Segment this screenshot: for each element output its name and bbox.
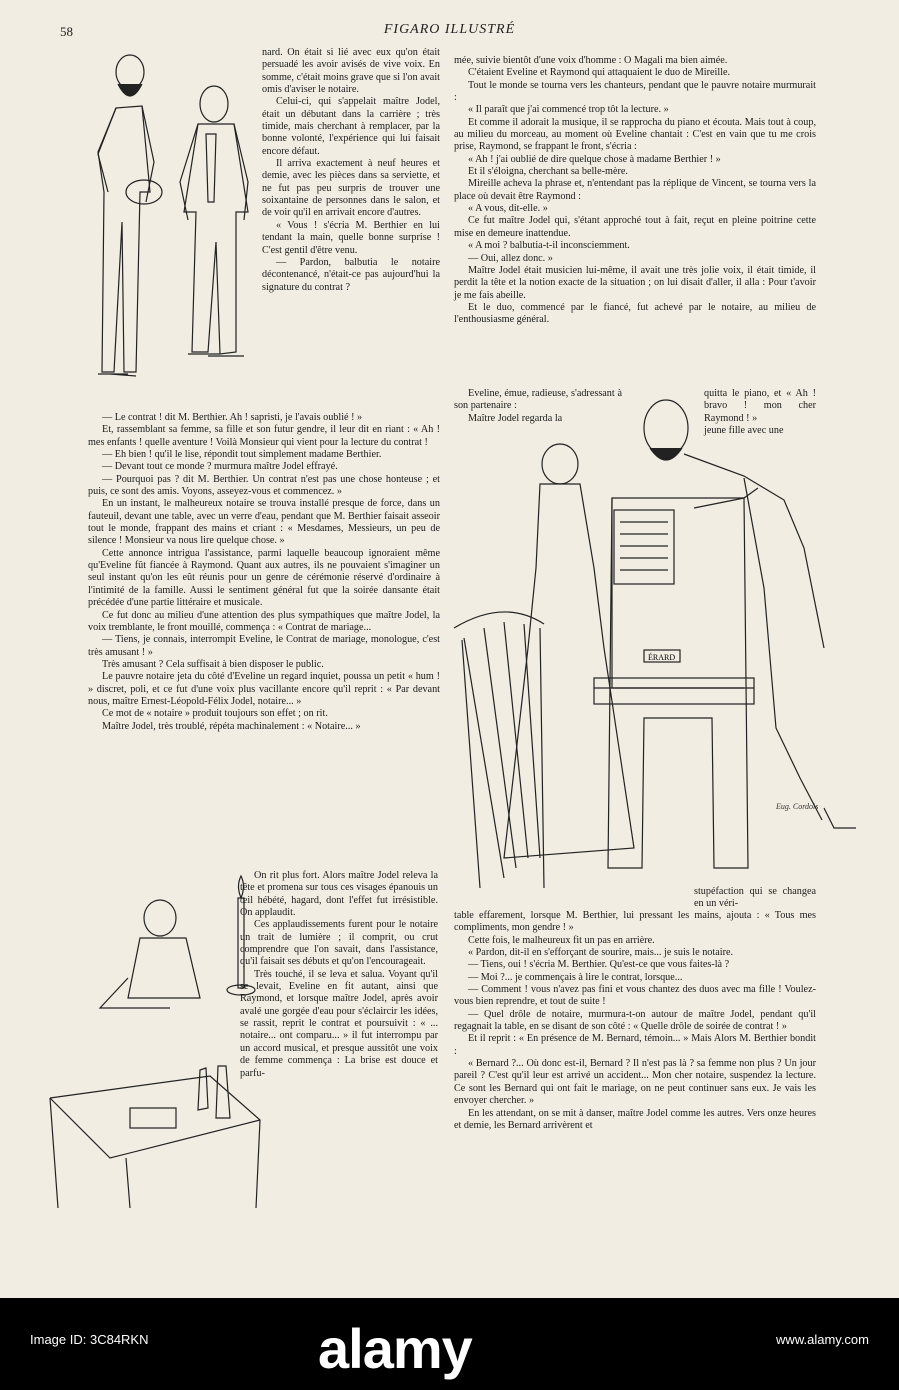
- paragraph: jeune fille avec une: [704, 425, 784, 437]
- illustration-piano-duet: [444, 388, 864, 898]
- text-col-b: [88, 412, 440, 733]
- paragraph: « A moi ? balbutia-t-il inconsciemment.: [468, 240, 630, 252]
- paragraph: — Moi ?... je commençais à lire le contrat, lorsque...: [468, 971, 683, 983]
- paragraph: quitta le piano, et « Ah ! bravo ! mon cher Raymond ! »: [704, 388, 816, 424]
- paragraph: — Devant tout ce monde ? murmura maître Jodel effrayé.: [102, 461, 338, 473]
- paragraph: Tout le monde se tourna vers les chanteurs, pendant que le pauvre notaire murmurait :: [454, 79, 816, 104]
- paragraph: Et le duo, commencé par le fiancé, fut achevé par le notaire, au milieu de l'enthousiasme général.: [454, 301, 816, 326]
- paragraph: — Tiens, je connais, interrompit Eveline, le Contrat de mariage, monologue, c'est très amusant ! »: [88, 634, 440, 658]
- paragraph: « A vous, dit-elle. »: [468, 203, 548, 215]
- running-title: FIGARO ILLUSTRÉ: [383, 22, 516, 37]
- illustration-two-gentlemen: [58, 42, 264, 402]
- paragraph: Il arriva exactement à neuf heures et demie, avec les pièces dans sa serviette, et ne fut pas peu surpris de trouver une soixantaine de personnes dans le salon, et de voir qu'il en arrivait encore d'autres.: [262, 158, 440, 219]
- paragraph: Très amusant ? Cela suffisait à bien disposer le public.: [102, 658, 324, 670]
- paragraph: Ce mot de « notaire » produit toujours son effet ; on rit.: [102, 708, 328, 720]
- paragraph: stupéfaction qui se changea en un véri-: [694, 886, 816, 910]
- paragraph: — Oui, allez donc. »: [468, 252, 553, 264]
- paragraph: Maître Jodel, très troublé, répéta machinalement : « Notaire... »: [102, 720, 361, 732]
- paragraph: « Pardon, dit-il en s'efforçant de sourire, mais... je suis le notaire.: [468, 947, 734, 959]
- piano-brand-label: ÉRARD: [648, 653, 676, 662]
- paragraph: Ce fut donc au milieu d'une attention des plus sympathiques que maître Jodel, la voix tremblante, le front mouillé, commença : « Contrat de mariage...: [88, 609, 440, 633]
- paragraph: Mireille acheva la phrase et, n'entendant pas la réplique de Vincent, se tourna vers la place où devait être Raymond :: [454, 178, 816, 202]
- paragraph: Maître Jodel regarda la: [468, 412, 563, 424]
- paragraph: Cette annonce intrigua l'assistance, parmi laquelle beaucoup ignoraient même qu'Eveline fût fiancée à Raymond. Quant aux autres, ils ne pouvaient s'imaginer un seul instant qu'on les eût réunis pour un genre de cérémonie réservé d'ordinaire à l'intimité de la famille. Aussi le sentiment général fut que la soirée dansante était précédée d'une partie littéraire et musicale.: [88, 547, 440, 609]
- paragraph: — Comment ! vous n'avez pas fini et vous chantez des duos avec ma fille ! Voulez-vous bien reprendre, et tout de suite !: [454, 984, 816, 1008]
- paragraph: On rit plus fort. Alors maître Jodel releva la tête et promena sur tous ces visages épanouis un œil hébété, hagard, dont l'effet fut irrésistible. On applaudit.: [240, 870, 438, 919]
- text-col-a: [262, 47, 440, 294]
- paragraph: Et comme il adorait la musique, il se rapprocha du piano et écouta. Mais tout à coup, au milieu du morceau, au moment où Eveline chantait : C'est en vain que tu me crois prise, Raymond, se frappant le front, s'écria :: [454, 116, 816, 153]
- text-col-c: [240, 870, 438, 1080]
- paragraph: — Eh bien ! qu'il le lise, répondit tout simplement madame Berthier.: [102, 449, 382, 461]
- page-number: 58: [60, 24, 73, 39]
- paragraph: mée, suivie bientôt d'une voix d'homme : O Magali ma bien aimée.: [454, 55, 728, 66]
- alamy-logo: alamy: [318, 1317, 472, 1380]
- paragraph: table effarement, lorsque M. Berthier, lui pressant les mains, ajouta : « Tous mes compliments, mon gendre ! »: [454, 910, 816, 934]
- paragraph: — Quel drôle de notaire, murmura-t-on autour de maître Jodel, pendant qu'il regagnait la table, en se disant de son côté : « Quelle drôle de soirée de contrat ! »: [454, 1008, 816, 1033]
- paragraph: Et, rassemblant sa femme, sa fille et son futur gendre, il leur dit en riant : « Ah ! mes enfants ! quelle aventure ! Voilà Monsieur qui vient pour la lecture du contrat !: [88, 424, 440, 448]
- text-col-d: [454, 55, 816, 327]
- paragraph: Celui-ci, qui s'appelait maître Jodel, était un débutant dans la carrière ; très timide, mais cherchant à remplacer, par la bonne volonté, l'expérience qui lui faisait encore défaut.: [262, 96, 440, 157]
- paragraph: Très touché, il se leva et salua. Voyant qu'il se levait, Eveline en fit autant, ainsi que Raymond, et lorsque maître Jodel, après avoir avalé une gorgée d'eau pour s'éclaircir les idées, se rassit, reprit le contrat et poursuivit : « ... notaire... ont comparu... » il fut interrompu par un accord musical, et presque aussitôt une voix de femme commença : La brise est douce et parfu-: [240, 968, 438, 1079]
- paragraph: Eveline, émue, radieuse, s'adressant à son partenaire :: [454, 388, 622, 412]
- paragraph: « Bernard ?... Où donc est-il, Bernard ? Il n'est pas là ? sa femme non plus ? Un jour pareil ? C'est qu'il leur est arrivé un accident... Mon cher notaire, suspendez la lecture. Ce sont les Bernard qui ont fait le mariage, on ne peut continuer sans eux. Je vais les envoyer chercher. »: [454, 1058, 816, 1107]
- illustration-notary-at-table: [10, 858, 272, 1208]
- paragraph: Cette fois, le malheureux fit un pas en arrière.: [468, 934, 655, 946]
- paragraph: « Vous ! s'écria M. Berthier en lui tendant la main, quelle bonne surprise ! C'est gentil d'être venu.: [262, 219, 440, 256]
- paragraph: Et il reprit : « En présence de M. Bernard, témoin... » Mais Alors M. Berthier bondit :: [454, 1033, 816, 1057]
- image-id-line: Image ID: 3C84RKN: [30, 1332, 149, 1347]
- paragraph: — Le contrat ! dit M. Berthier. Ah ! sapristi, je l'avais oublié ! »: [102, 412, 363, 423]
- stock-footer-bar: [0, 1298, 899, 1390]
- paragraph: — Pardon, balbutia le notaire décontenancé, n'était-ce pas aujourd'hui la signature du contrat ?: [262, 256, 440, 293]
- text-col-e-right: [704, 388, 816, 437]
- paragraph: En un instant, le malheureux notaire se trouva installé presque de force, dans un fauteuil, devant une table, avec un verre d'eau, pendant que M. Berthier faisait asseoir tout le monde, frappant des mains et criant : « Mesdames, Messieurs, un peu de silence ! Monsieur va nous lire quelque chose. »: [88, 498, 440, 547]
- text-col-f: [694, 886, 816, 911]
- paragraph: Maître Jodel était musicien lui-même, il avait une très jolie voix, il était timide, il perdit la tête et la notion exacte de la situation ; on lui disait d'aller, il alla : Pour t'avoir je me fais abeille.: [454, 264, 816, 301]
- text-col-g: [454, 910, 816, 1132]
- paragraph: En les attendant, on se mit à danser, maître Jodel comme les autres. Vers onze heures et demie, les Bernard arrivèrent et: [454, 1107, 816, 1131]
- artist-signature: Eug. Cordois: [776, 802, 819, 811]
- paragraph: C'étaient Eveline et Raymond qui attaquaient le duo de Mireille.: [468, 67, 731, 79]
- paragraph: « Il paraît que j'ai commencé trop tôt la lecture. »: [468, 104, 669, 116]
- paragraph: « Ah ! j'ai oublié de dire quelque chose à madame Berthier ! »: [468, 153, 721, 165]
- paragraph: Ces applaudissements furent pour le notaire un trait de lumière ; il comprit, ou crut comprendre que l'on savait, dans l'assistance, qu'il faisait ses débuts et qu'on l'encourageait.: [240, 919, 438, 968]
- paragraph: Le pauvre notaire jeta du côté d'Eveline un regard inquiet, poussa un petit « hum ! » discret, poli, et ce fut d'une voix plus vacillante encore qu'il reprit : « Par devant nous, maître Ernest-Léopold-Félix Jodel, notaire... »: [88, 671, 440, 707]
- paragraph: Ce fut maître Jodel qui, s'étant approché tout à fait, reçut en pleine poitrine cette mise en demeure inattendue.: [454, 215, 816, 239]
- text-col-e-left: [454, 388, 622, 425]
- footer-url: www.alamy.com: [776, 1332, 869, 1347]
- paragraph: — Pourquoi pas ? dit M. Berthier. Un contrat n'est pas une chose honteuse ; et puis, ce sont des amis. Voyons, asseyez-vous et commencez. »: [88, 473, 440, 498]
- paragraph: nard. On était si lié avec eux qu'on était persuadé les avoir avisés de vive voix. En somme, c'était moins grave que si l'on avait omis d'aviser le notaire.: [262, 47, 440, 96]
- paragraph: Et il s'éloigna, cherchant sa belle-mère.: [468, 166, 628, 178]
- paragraph: — Tiens, oui ! s'écria M. Berthier. Qu'est-ce que vous faites-là ?: [468, 959, 730, 971]
